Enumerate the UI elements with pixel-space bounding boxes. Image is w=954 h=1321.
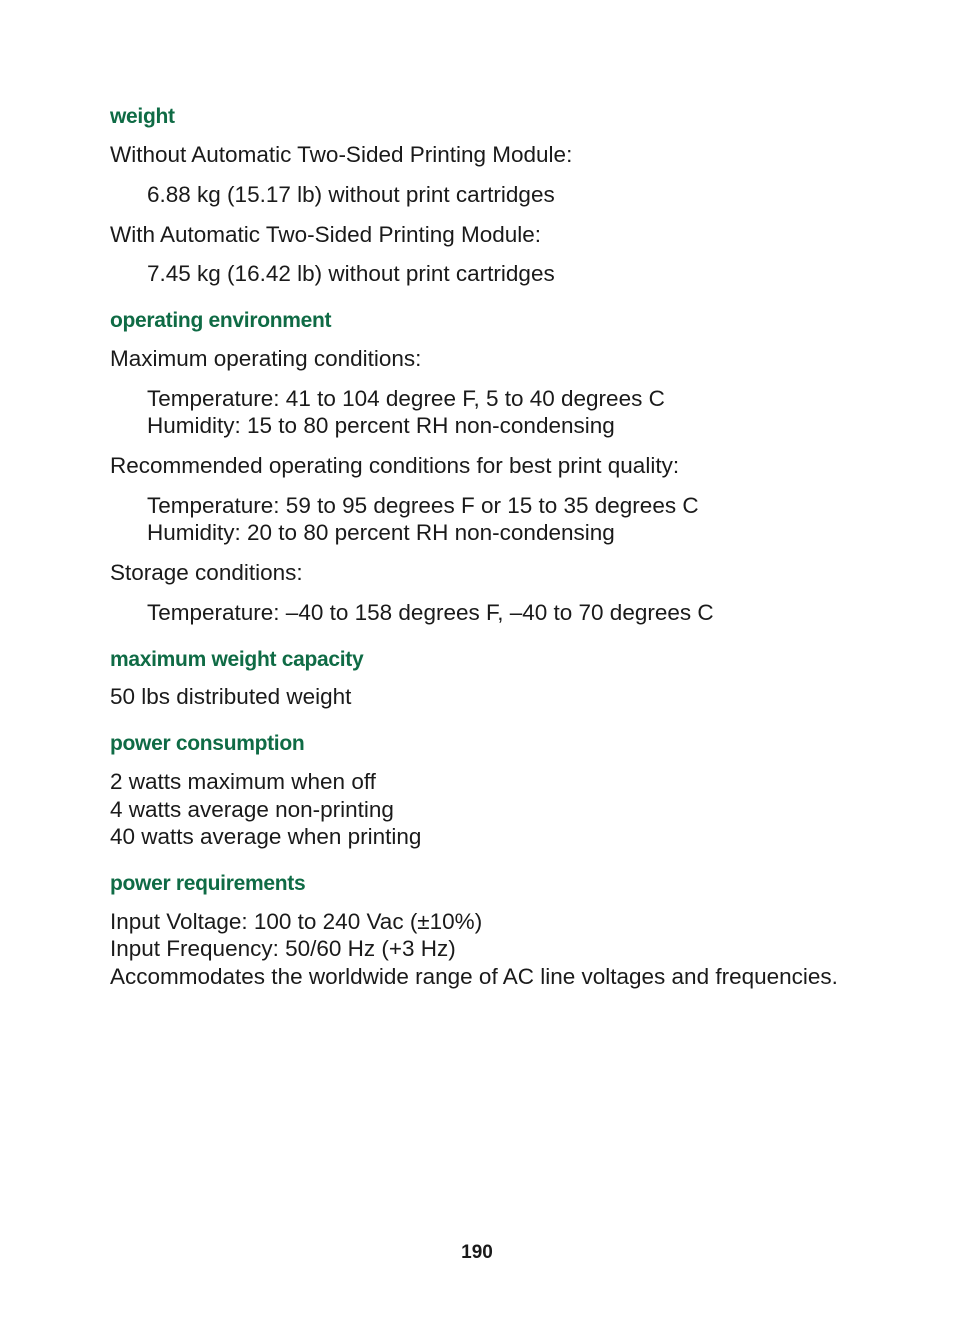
max-operating-humidity: Humidity: 15 to 80 percent RH non-condensing bbox=[147, 413, 615, 438]
weight-line-without-module: Without Automatic Two-Sided Printing Module: bbox=[110, 142, 573, 167]
max-operating-temperature: Temperature: 41 to 104 degree F, 5 to 40 degrees C bbox=[147, 386, 665, 411]
input-frequency-line: Input Frequency: 50/60 Hz (+3 Hz) bbox=[110, 936, 456, 961]
max-operating-conditions-label: Maximum operating conditions: bbox=[110, 346, 422, 371]
input-voltage-line: Input Voltage: 100 to 240 Vac (±10%) bbox=[110, 909, 483, 934]
heading-maximum-weight-capacity: maximum weight capacity bbox=[110, 648, 364, 671]
weight-value-with-module: 7.45 kg (16.42 lb) without print cartridges bbox=[147, 261, 555, 286]
heading-power-requirements: power requirements bbox=[110, 872, 306, 895]
heading-weight: weight bbox=[110, 105, 175, 128]
power-off-line: 2 watts maximum when off bbox=[110, 769, 376, 794]
storage-temperature: Temperature: –40 to 158 degrees F, –40 to 70 degrees C bbox=[147, 600, 714, 625]
recommended-conditions-label: Recommended operating conditions for best print quality: bbox=[110, 453, 680, 478]
power-non-printing-line: 4 watts average non-printing bbox=[110, 797, 394, 822]
ac-range-line: Accommodates the worldwide range of AC line voltages and frequencies. bbox=[110, 964, 838, 989]
heading-power-consumption: power consumption bbox=[110, 732, 305, 755]
weight-capacity-value: 50 lbs distributed weight bbox=[110, 684, 352, 709]
recommended-temperature: Temperature: 59 to 95 degrees F or 15 to 35 degrees C bbox=[147, 493, 699, 518]
recommended-humidity: Humidity: 20 to 80 percent RH non-condensing bbox=[147, 520, 615, 545]
power-printing-line: 40 watts average when printing bbox=[110, 824, 422, 849]
heading-operating-environment: operating environment bbox=[110, 309, 332, 332]
weight-line-with-module: With Automatic Two-Sided Printing Module: bbox=[110, 222, 542, 247]
storage-conditions-label: Storage conditions: bbox=[110, 560, 303, 585]
page-number: 190 bbox=[461, 1242, 493, 1263]
weight-value-without-module: 6.88 kg (15.17 lb) without print cartridges bbox=[147, 182, 555, 207]
